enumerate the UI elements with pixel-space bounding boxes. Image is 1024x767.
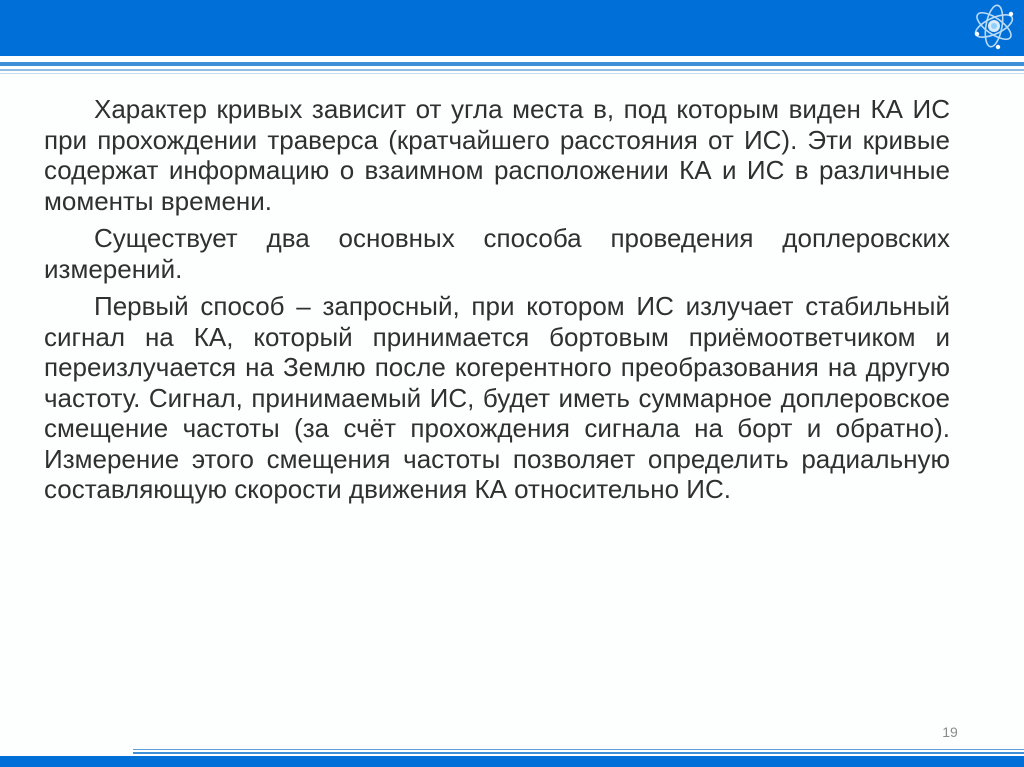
footer-band xyxy=(0,756,1024,767)
footer-rule-thin xyxy=(133,749,1024,750)
header-band xyxy=(0,0,1024,56)
paragraph: Первый способ – запросный, при котором ИС излучает стабильный сигнал на КА, который принимается бортовым приёмоответчиком и переизлучается на Землю после когерентного преобразования на другую частоту. Сигнал, принимаемый ИС, будет иметь суммарное доплеровское смещение частоты (за счёт прохождения сигнала на борт и обратно). Измерение этого смещения частоты позволяет определить радиальную составляющую скорости движения КА относительно ИС. xyxy=(44,291,950,504)
header-rule-thin xyxy=(0,69,1024,71)
header-rule xyxy=(0,62,1024,66)
footer-rule xyxy=(133,752,1024,754)
header-rule-faint xyxy=(0,73,1024,74)
paragraph: Характер кривых зависит от угла места в, под которым виден КА ИС при прохождении траверса (кратчайшего расстояния от ИС). Эти кривые содержат информацию о взаимном расположении КА и ИС в различные моменты времени. xyxy=(44,94,950,216)
atom-icon xyxy=(964,0,1020,56)
slide-body xyxy=(44,94,950,512)
paragraph: Существует два основных способа проведения доплеровских измерений. xyxy=(44,223,950,284)
page-number: 19 xyxy=(942,724,958,740)
